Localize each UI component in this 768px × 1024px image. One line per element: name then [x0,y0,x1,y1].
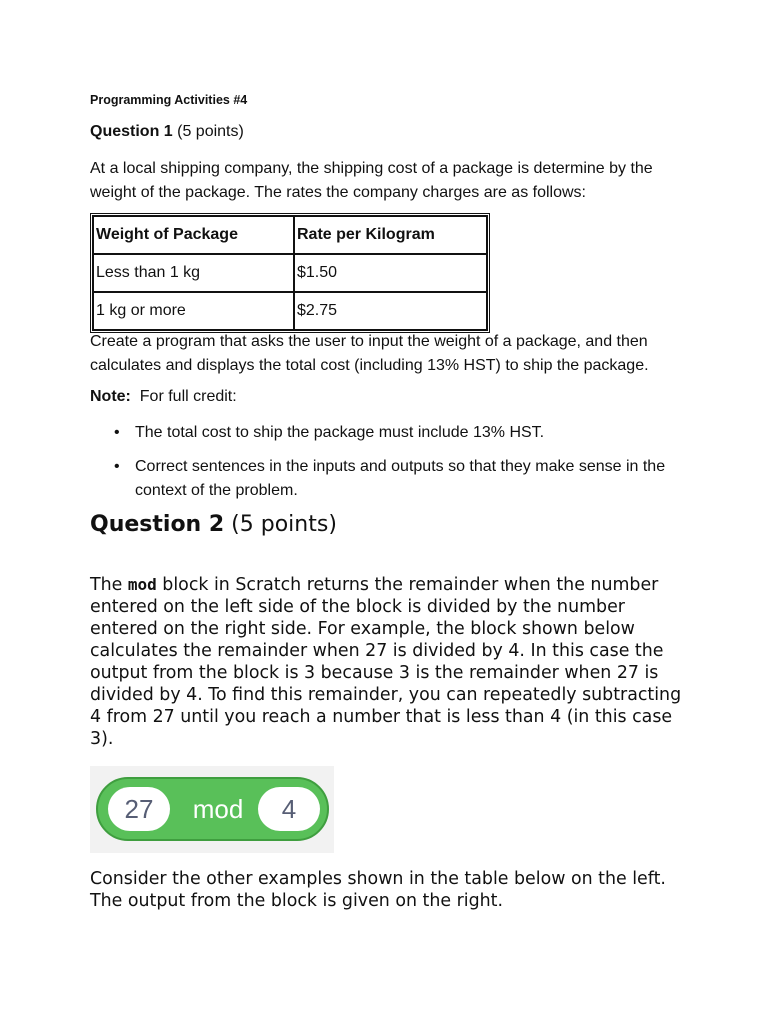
question-2-closing: Consider the other examples shown in the table below on the left. The output from the block is given on the right. [90,869,666,911]
paragraph-lead: The [90,575,128,595]
table-row [93,292,487,330]
rates-table [90,213,490,333]
table-row [93,254,487,292]
question-2-paragraph [90,574,690,750]
table-cell: $2.75 [294,292,487,330]
question-1-task: Create a program that asks the user to input the weight of a package, and then calculates and displays the total cost (including 13% HST) to ship the package. [90,333,649,374]
note-text: For full credit: [130,388,237,405]
question-1-label: Question 1 [90,123,173,140]
note-label: Note: [90,388,131,405]
operator-label: mod [192,794,244,824]
mod-block [96,777,329,841]
page-title: Programming Activities #4 [90,93,248,107]
mod-keyword: mod [127,575,157,594]
question-2-heading [90,512,337,537]
list-item-text: The total cost to ship the package must include 13% HST. [135,424,545,441]
list-item [90,455,680,503]
paragraph-body: block in Scratch returns the remainder when the number entered on the left side of the block is divided by the number entered on the right side. For example, the block shown below calculates the remainder when 27 is divided by 4. In this case the output from the block is 3 because 3 is the remainder when 27 is divided by 4. To find this remainder, you can repeatedly subtracting 4 from 27 until you reach a number that is less than 4 (in this case 3). [90,575,682,749]
bullet-icon: • [114,424,120,441]
right-operand: 4 [258,787,320,831]
table-cell: $1.50 [294,254,487,292]
requirements-list [90,421,680,513]
scratch-block-image [90,766,334,853]
table-header-row [93,216,487,254]
table-cell: Less than 1 kg [93,254,294,292]
list-item-text: Correct sentences in the inputs and outputs so that they make sense in the context of the problem. [135,458,666,499]
question-1-intro: At a local shipping company, the shipping cost of a package is determine by the weight of the package. The rates the company charges are as follows: [90,160,653,201]
table-cell: 1 kg or more [93,292,294,330]
question-2-points: (5 points) [224,512,337,537]
list-item [90,421,680,445]
bullet-icon: • [114,458,120,475]
note-line [90,388,237,406]
question-1-points: (5 points) [172,123,244,140]
left-operand: 27 [108,787,170,831]
table-header-cell: Weight of Package [93,216,294,254]
table-header-cell: Rate per Kilogram [294,216,487,254]
question-2-label: Question 2 [90,512,225,537]
question-1-heading [90,123,244,141]
